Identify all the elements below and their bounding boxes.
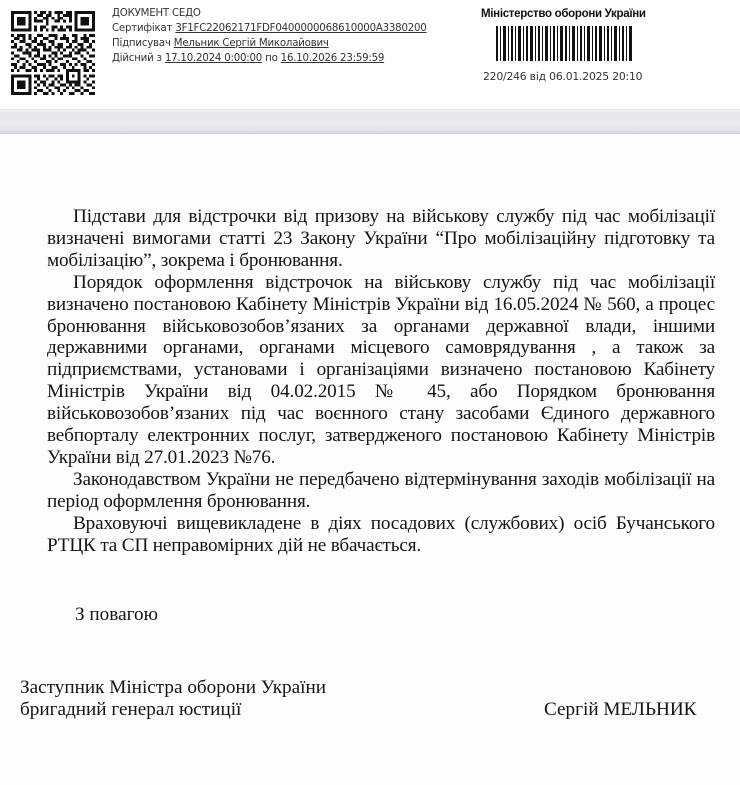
- signer-label: Підписувач: [112, 38, 171, 49]
- document-header: [0, 0, 740, 109]
- salutation: З повагою: [75, 604, 158, 625]
- certificate-value: 3F1FC22062171FDF040000006861000​0A3380200: [175, 23, 427, 34]
- validity-row: [112, 51, 427, 66]
- paragraph-deferment-grounds: Підстави для відстрочки від призову на військову службу під час мобілізації визначені вимогами статті 23 Закону України “Про мобілізаційну підготовку та мобілізацію”, зокрема і бронювання.: [47, 206, 715, 271]
- qr-code-icon: [11, 11, 95, 95]
- paragraph-no-postponement: Законодавством України не передбачено відтермінування заходів мобілізації на період оформлення бронювання.: [47, 468, 715, 512]
- valid-to-value: 16.10.2026 23:59:59: [280, 53, 385, 64]
- letter-body: [47, 206, 715, 557]
- signatory-name: Сергій МЕЛЬНИК: [544, 699, 697, 720]
- signer-row: [112, 36, 427, 51]
- barcode-icon: [496, 26, 632, 61]
- registration-number: 220/246 від 06.01.2025 20:10: [483, 70, 643, 83]
- valid-from-label: Дійсний з: [112, 53, 162, 64]
- sedo-title: ДОКУМЕНТ СЕДО: [112, 8, 201, 19]
- paragraph-deferment-procedure: Порядок оформлення відстрочок на військову службу під час мобілізації визначено постановою Кабінету Міністрів України від 16.05.2024 № 560, а процес бронювання військовозобов’язаних за органами державної влади, іншими державними органами, органами місцевого самоврядування , а також за підприємствами, установами і організаціями визначено постановою Кабінету Міністрів України від 04.02.2015 № 45, або Порядком бронювання військовозобов’язаних під час воєнного стану засобами Єдиного державного вебпорталу електронних послуг, затвердженого постановою Кабінету Міністрів України від 27.01.2023 №76.: [47, 271, 715, 468]
- registration-stamp: [481, 8, 651, 83]
- signer-value: Мельник Сергій Миколайович: [173, 38, 329, 49]
- sedo-signature-info: [112, 6, 427, 66]
- position-line-1: Заступник Міністра оборони України: [20, 677, 326, 698]
- ministry-name: Міністерство оборони України: [481, 8, 646, 20]
- paragraph-conclusion: Враховуючі вищевикладене в діях посадових (службових) осіб Бучанського РТЦК та СП неправомірних дій не вбачається.: [47, 512, 715, 556]
- certificate-label: Сертифікат: [112, 23, 173, 34]
- valid-from-value: 17.10.2024 0:00:00: [164, 53, 263, 64]
- page-separator: [0, 109, 740, 134]
- valid-to-label: по: [265, 53, 278, 64]
- signatory-position: [20, 677, 326, 721]
- certificate-row: [112, 21, 427, 36]
- position-line-2: бригадний генерал юстиції: [20, 699, 242, 720]
